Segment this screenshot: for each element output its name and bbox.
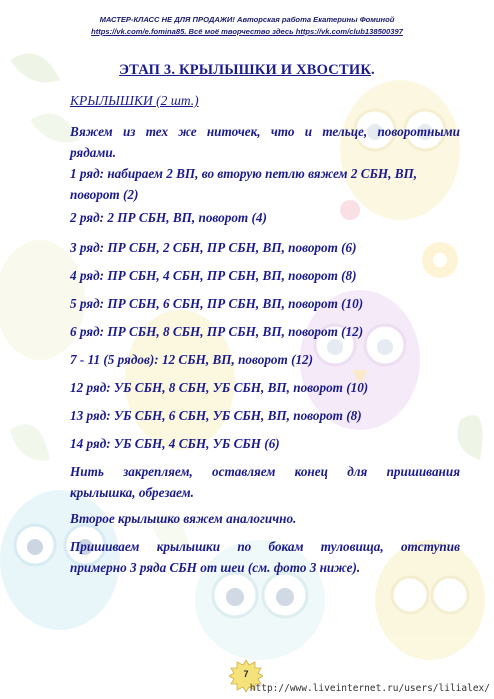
intro-line-1: Вяжем из тех же ниточек, что и тельце, поворотными — [70, 124, 460, 139]
second-wing-paragraph: Второе крылышко вяжем аналогично. — [70, 511, 297, 526]
row-5: 5 ряд: ПР СБН, 6 СБН, ПР СБН, ВП, поворот (10) — [70, 296, 364, 311]
page-header — [0, 14, 494, 38]
sew-line-1: Пришиваем крылышки по бокам туловища, отступив — [70, 539, 460, 554]
fasten-paragraph — [70, 461, 460, 503]
row-1-line-1: 1 ряд: набираем 2 ВП, во вторую петлю вяжем 2 СБН, ВП, — [70, 166, 418, 181]
fasten-line-1: Нить закрепляем, оставляем конец для пришивания — [70, 464, 460, 479]
row-14: 14 ряд: УБ СБН, 4 СБН, УБ СБН (6) — [70, 436, 280, 451]
section-title-suffix: . — [371, 62, 375, 78]
row-2: 2 ряд: 2 ПР СБН, ВП, поворот (4) — [70, 210, 267, 225]
intro-line-2: рядами. — [70, 145, 117, 160]
watermark-url[interactable]: http://www.liveinternet.ru/users/lilialex/ — [249, 683, 490, 694]
row-1 — [70, 163, 460, 205]
section-title — [0, 62, 494, 79]
row-13: 13 ряд: УБ СБН, 6 СБН, УБ СБН, ВП, поворот (8) — [70, 408, 362, 423]
header-links[interactable]: https://vk.com/e.fomina85. Всё моё творчество здесь https://vk.com/club138500397 — [91, 27, 403, 36]
row-3: 3 ряд: ПР СБН, 2 СБН, ПР СБН, ВП, поворот (6) — [70, 240, 357, 255]
row-6: 6 ряд: ПР СБН, 8 СБН, ПР СБН, ВП, поворот (12) — [70, 324, 364, 339]
sew-line-2: примерно 3 ряда СБН от шеи (см. фото 3 ниже). — [70, 560, 361, 575]
row-1-line-2: поворот (2) — [70, 187, 139, 202]
wings-subtitle: КРЫЛЫШКИ (2 шт.) — [70, 93, 199, 108]
sew-paragraph — [70, 536, 460, 578]
row-12: 12 ряд: УБ СБН, 8 СБН, УБ СБН, ВП, поворот (10) — [70, 380, 369, 395]
row-4: 4 ряд: ПР СБН, 4 СБН, ПР СБН, ВП, поворот (8) — [70, 268, 357, 283]
fasten-line-2: крылышка, обрезаем. — [70, 485, 194, 500]
row-7-11: 7 - 11 (5 рядов): 12 СБН, ВП, поворот (12) — [70, 352, 314, 367]
intro-paragraph — [70, 121, 460, 163]
section-title-text: ЭТАП 3. КРЫЛЫШКИ И ХВОСТИК — [119, 62, 372, 78]
header-notice: МАСТЕР-КЛАСС НЕ ДЛЯ ПРОДАЖИ! Авторская работа Екатерины Фоминой — [99, 15, 395, 24]
page-number: 7 — [243, 669, 249, 679]
